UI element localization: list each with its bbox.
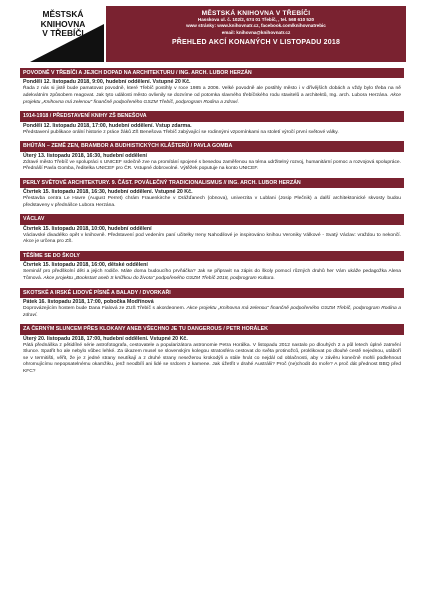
events-list [20, 68, 404, 381]
event-title: SKOTSKÉ A IRSKÉ LIDOVÉ PÍSNĚ A BALADY / DVORKAŘI [20, 288, 404, 298]
library-web[interactable]: www stránky: www.knihovnatr.cz, facebook.com/knihovnatrebic [186, 23, 326, 29]
page-header [20, 6, 404, 62]
library-address: Hasskova ul. č. 102/2, 674 01 Třebíč, , tel. 568 610 520 [197, 17, 315, 22]
logo-line3: V TŘEBÍČI [42, 28, 84, 38]
library-name: MĚSTSKÁ KNIHOVNA V TŘEBÍČI [201, 10, 311, 17]
event-description [20, 306, 404, 319]
event-title: BHÚTÁN – ZEMĚ ZEN, BRAMBOR A BUDHISTICKÝCH KLÁŠTERŮ / PAVLA GOMBA [20, 141, 404, 151]
logo-line2: KNIHOVNA [40, 18, 86, 29]
event-description [20, 130, 404, 137]
event-desc-text: Pátá přednáška z pětidílné série astrofotografa, cestovatele a popularizátora astronomie Petra Horálka. V listopadu 2012 nastalo po dlouhých 2 a půl letech úplné zatmění Slunce. Spatřit ho ale nebylo vůbec lehké. Za úkazem musel se slovenským kolegou stratosféra cestovat do světa protinožců, proklikovat po dlouhé cestě nejednou, utáboří se v termitišti, věřit, že je z jedné strany neutíkají a z druhé strany nesežerou krokodýli a stále hnát co nejdál od oblačnosti, aby v závěru konečně mohli podlehnout ohromujícímu nepopsatelnému okamžiku, jenž neodbílí ani lidé se srdcem z kamene. Jak úžetřit v drahé Austrálii? Proč (ne)chodit do moře? A proč dát přednost BBQ před KFC? [23, 342, 401, 374]
event-date: Úterý 13. listopadu 2018, 16:30, hudební oddělení [23, 152, 147, 159]
event-desc-project: Akce projektu „Knihovna má zelenou" finančně podpořeného GSZM Třebíč, podprogram Rodina a zdraví. [23, 305, 402, 318]
event-date: Pátek 16. listopadu 2018, 17:00, pobočka Modřínová [23, 298, 154, 305]
event-desc-project: Akce projektu „Bookstart aneb S knížkou do života" podpořeného GSZM Třebíč 2018, podprogram Kultura. [43, 275, 275, 281]
event-item [20, 324, 404, 375]
event-description [20, 196, 404, 209]
event-item [20, 111, 404, 136]
event-desc-text: Řada z nás si jistě bude pamatovat povodně, které Třebíč postihly v roce 1985 a 2006. Velké povodně ale postihly město i v dřívějších dobách a vždy bylo třeba na ně adekvátním způsobem reagovat. Jak tyto události město ovlivnily se dozvíme od potomka slavného třebíčského rodu stavitelů a architektů, Ing. arch. Lubora Herzána. [23, 86, 401, 98]
header-banner [106, 6, 406, 62]
event-item [20, 141, 404, 173]
event-description [20, 160, 404, 173]
event-desc-text: Seminář pro předškolní děti a jejich rodiče. Máte doma budoucího prvňáčka? Jak se připravit na zápis do školy pomocí různých druhů her Vám ukáže pedagožka Alena Tůmová. [23, 269, 401, 281]
event-item [20, 251, 404, 283]
event-date: Čtvrtek 15. listopadu 2018, 16:00, dětské oddělení [23, 262, 148, 269]
event-date: Čtvrtek 15. listopadu 2018, 10:00, hudební oddělení [23, 225, 152, 232]
event-desc-text: Představení publikace orální historie z práce žáků ZŠ Benešova Třebíč zabývající se rodinnými vzpomínkami na století výročí první světové války. [23, 129, 339, 135]
event-title: ZA ČERNÝM SLUNCEM PŘES KLOKANY ANEB VŠECHNO JE TU DANGEROUS / PETR HORÁLEK [20, 324, 404, 334]
event-description [20, 233, 404, 246]
event-date: Čtvrtek 15. listopadu 2018, 16:30, hudební oddělení. Vstupné 20 Kč. [23, 189, 193, 196]
logo-line1: MĚSTSKÁ [42, 9, 84, 19]
event-description [20, 343, 404, 376]
library-logo [20, 6, 106, 62]
event-title: VÁCLAV [20, 214, 404, 224]
logo-text [32, 10, 94, 39]
library-email[interactable]: email: knihovna@knihovnatr.cz [221, 29, 291, 35]
event-item [20, 68, 404, 106]
report-title: PŘEHLED AKCÍ KONANÝCH V LISTOPADU 2018 [171, 39, 341, 47]
event-item [20, 178, 404, 210]
event-desc-text: Doprovázejícím hostem bude Dana Fialová ze ZUŠ Třebíč s akordeonem. [23, 305, 186, 311]
event-desc-text: Přestavba centra Le Havre (August Perret) chrám Frauenkirche v Drážďanech (obnova), univerzita v Lublani (Josip Plečnik) a další architektonické skvosty budou představeny v přednášce Lubora Herzána. [23, 196, 401, 208]
event-date: Pondělí 12. listopadu 2018, 17:00, hudební oddělení. Vstup zdarma. [23, 122, 192, 129]
event-description [20, 86, 404, 106]
event-date: Pondělí 12. listopadu 2018, 9:00, hudební oddělení. Vstupné 20 Kč. [23, 79, 191, 86]
event-description [20, 269, 404, 282]
event-title: TĚŠÍME SE DO ŠKOLY [20, 251, 404, 261]
event-desc-text: Václavské divadélko opět v knihovně. Představení pod vedením paní učitelky Ireny Nahodilové je inspirováno knihou Veroniky Válkové - Svatý Václav: vraždou to nekončí. Akce je určena pro ZŠ. [23, 232, 401, 245]
event-desc-project: Akce projektu „Knihovna má zelenou" finančně podpořeného GSZM Třebíč, podprogram Rodina a zdraví. [23, 93, 401, 105]
event-title: 1914-1918 / PŘEDSTAVENÍ KNIHY ZŠ BENEŠOVA [20, 111, 404, 121]
event-title: PERLY SVĚTOVÉ ARCHITEKTURY. 9. ČÁST. POVÁLEČNÝ TRADICIONALISMUS // ING. ARCH. LUBOR HERZÁN [20, 178, 404, 188]
event-title: POVODNĚ V TŘEBÍČI A JEJICH DOPAD NA ARCHITEKTURU / ING. ARCH. LUBOR HERZÁN [20, 68, 404, 78]
event-item [20, 214, 404, 246]
event-desc-text: Zdravé město Třebíč ve spolupráci s UNICEF srdečně zve na promítání spojené s besedou zaměřenou na téma udržitelný rozvoj, humanitární pomoc a rozvojová spolupráce. Přednáší Pavla Gomba, ředitelka UNICEF pro ČR. Vstupné dobrovolné. Výtěžek poputuje na konto UNICEF. [23, 159, 401, 172]
event-item [20, 288, 404, 320]
event-date: Úterý 20. listopadu 2018, 17:00, hudební oddělení. Vstupné 20 Kč. [23, 335, 188, 342]
